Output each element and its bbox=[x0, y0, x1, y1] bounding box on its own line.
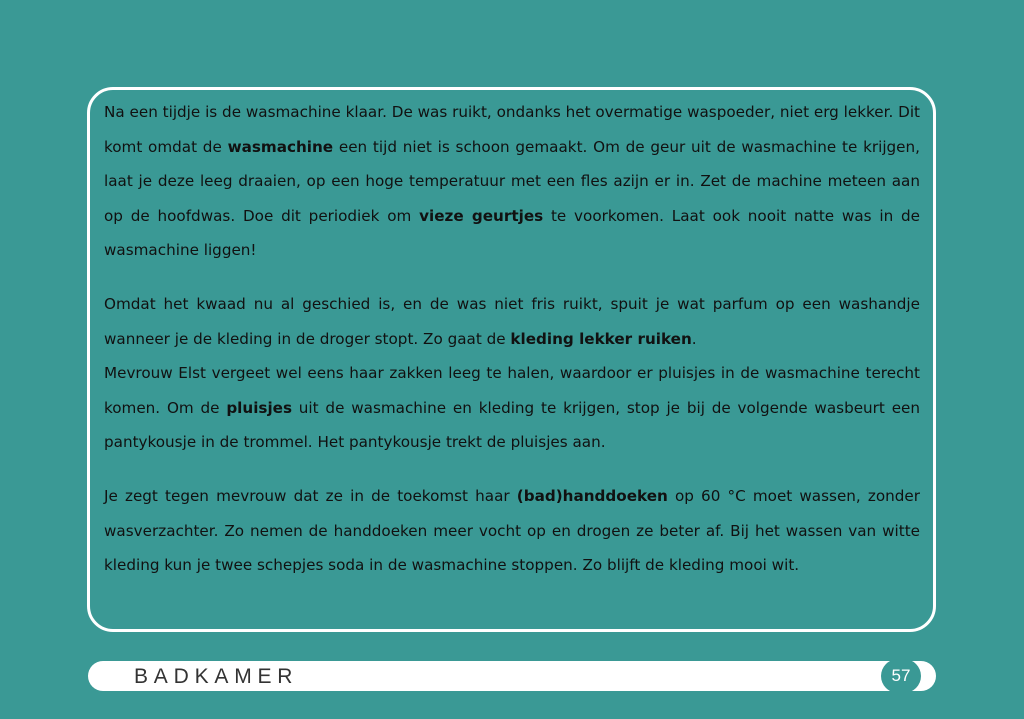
text-segment: te voorkomen. Laat ook nooit natte was in de wasmachine liggen! bbox=[104, 206, 920, 260]
paragraph-pluisjes bbox=[104, 356, 920, 460]
text-segment: een tijd niet is schoon gemaakt. Om de geur uit de wasmachine te krijgen, laat je deze leeg draaien, op een hoge temperatuur met een fles azijn er in. Zet de machine meteen aan op de hoofdwas. Doe dit periodiek om bbox=[104, 137, 920, 225]
keyword-vieze-geurtjes: vieze geurtjes bbox=[419, 206, 544, 225]
keyword-pluisjes: pluisjes bbox=[226, 398, 292, 417]
text-segment: uit de wasmachine en kleding te krijgen, stop je bij de volgende wasbeurt een pantykousje in de trommel. Het pantykousje trekt de pluisjes aan. bbox=[104, 398, 921, 452]
paragraph-wasmachine-geur bbox=[104, 95, 920, 268]
text-segment: . bbox=[691, 329, 697, 348]
text-segment: Je zegt tegen mevrouw dat ze in de toekomst haar bbox=[104, 486, 517, 505]
text-segment: Omdat het kwaad nu al geschied is, en de was niet fris ruikt, spuit je wat parfum op een washandje wanneer je de kleding in de droger stopt. Zo gaat de bbox=[104, 294, 920, 348]
text-segment: op 60 °C moet wassen, zonder wasverzachter. Zo nemen de handdoeken meer vocht op en drogen ze beter af. Bij het wassen van witte kleding kun je twee schepjes soda in de wasmachine stoppen. Zo blijft de kleding mooi wit. bbox=[104, 486, 921, 575]
section-title: BADKAMER bbox=[134, 665, 299, 688]
body-text bbox=[104, 95, 920, 583]
text-segment: Mevrouw Elst vergeet wel eens haar zakken leeg te halen, waardoor er pluisjes in de wasmachine terecht komen. Om de bbox=[104, 364, 920, 417]
keyword-kleding-lekker-ruiken: kleding lekker ruiken bbox=[510, 329, 692, 348]
keyword-badhanddoeken: (bad)handdoeken bbox=[516, 486, 668, 505]
paragraph-handdoeken bbox=[104, 479, 920, 583]
keyword-wasmachine: wasmachine bbox=[227, 137, 334, 156]
text-segment: Na een tijdje is de wasmachine klaar. De was ruikt, ondanks het overmatige waspoeder, niet erg lekker. Dit komt omdat de bbox=[104, 103, 920, 156]
page-number-badge: 57 bbox=[881, 659, 921, 693]
paragraph-parfum bbox=[104, 287, 920, 356]
